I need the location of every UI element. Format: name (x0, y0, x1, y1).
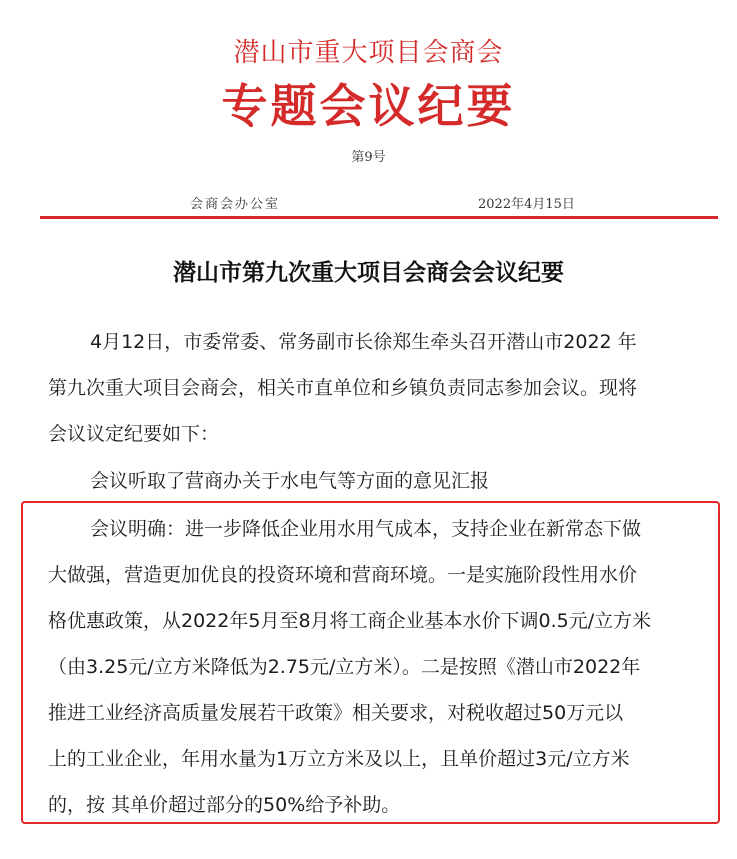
paragraph-line: 大做强，营造更加优良的投资环境和营商环境。一是实施阶段性用水价 (48, 564, 638, 586)
issue-date: 2022年4月15日 (478, 197, 575, 212)
header-divider (40, 216, 718, 219)
paragraph-line: 第九次重大项目会商会，相关市直单位和乡镇负责同志参加会议。现将 (48, 377, 638, 399)
paragraph-line: 格优惠政策，从2022年5月至8月将工商企业基本水价下调0.5元/立方米 (48, 610, 652, 632)
issuer-office: 会商会办公室 (190, 197, 281, 212)
highlight-box (21, 501, 720, 824)
paragraph-line: （由3.25元/立方米降低为2.75元/立方米）。二是按照《潜山市2022年 (48, 656, 641, 678)
paragraph-line: 会议听取了营商办关于水电气等方面的意见汇报 (90, 470, 490, 492)
document-number: 第9号 (351, 150, 386, 165)
paragraph-item-1 (48, 458, 716, 504)
paragraph-line: 4月12日，市委常委、常务副市长徐郑生牵头召开潜山市2022 年 (90, 331, 637, 353)
paragraph-line: 推进工业经济高质量发展若干政策》相关要求，对税收超过50万元以 (48, 702, 624, 724)
paragraph-line: 上的工业企业，年用水量为1万立方米及以上，且单价超过3元/立方米 (48, 748, 630, 770)
header-organization: 潜山市重大项目会商会 (233, 38, 504, 68)
paragraph-line: 会议议定纪要如下： (48, 423, 220, 445)
paragraph-intro (48, 319, 716, 457)
page-title: 潜山市第九次重大项目会商会会议纪要 (173, 259, 564, 286)
paragraph-line: 会议明确：进一步降低企业用水用气成本，支持企业在新常态下做 (90, 518, 642, 540)
paragraph-line: 的，按 其单价超过部分的50%给予补助。 (48, 794, 401, 816)
header-document-type: 专题会议纪要 (221, 79, 516, 133)
